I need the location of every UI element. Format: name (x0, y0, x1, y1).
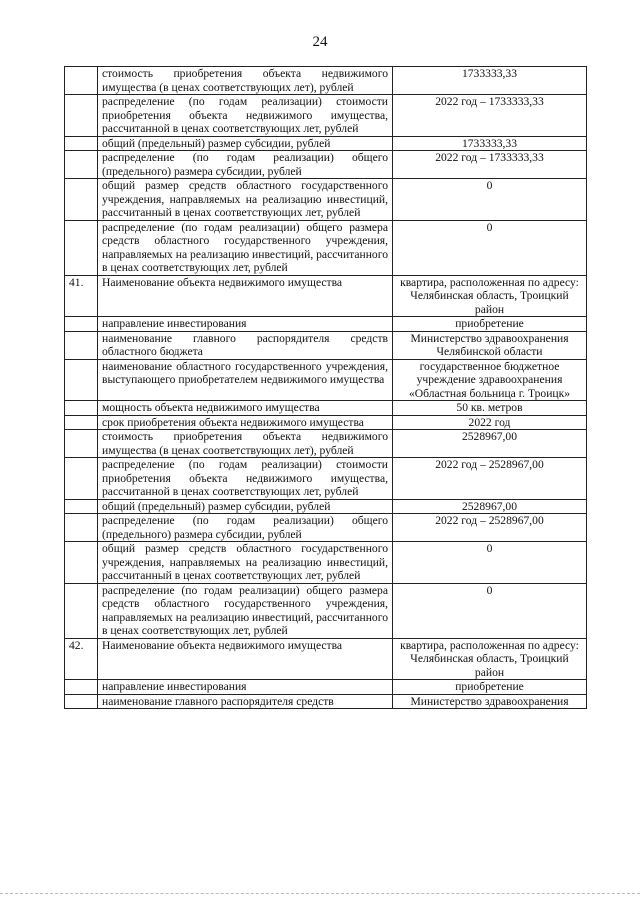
row-number (65, 415, 98, 430)
row-label: наименование главного распорядителя средств (98, 694, 393, 709)
row-number (65, 401, 98, 416)
row-label: стоимость приобретения объекта недвижимого имущества (в ценах соответствующих лет), рублей (98, 430, 393, 458)
row-value: 2528967,00 (393, 430, 587, 458)
row-label: срок приобретения объекта недвижимого имущества (98, 415, 393, 430)
row-number (65, 458, 98, 500)
row-label: общий (предельный) размер субсидии, рублей (98, 499, 393, 514)
row-label: Наименование объекта недвижимого имущества (98, 275, 393, 317)
row-value: приобретение (393, 317, 587, 332)
row-value: 2022 год – 1733333,33 (393, 151, 587, 179)
table-row (65, 359, 587, 401)
row-number (65, 331, 98, 359)
row-label: распределение (по годам реализации) общего (предельного) размера субсидии, рублей (98, 151, 393, 179)
row-value: 0 (393, 583, 587, 638)
row-number (65, 499, 98, 514)
table-row (65, 499, 587, 514)
table-row (65, 458, 587, 500)
row-number (65, 317, 98, 332)
row-number (65, 583, 98, 638)
row-number (65, 359, 98, 401)
row-label: общий размер средств областного государственного учреждения, направляемых на реализацию инвестиций, рассчитанный в ценах соответствующих лет, рублей (98, 179, 393, 221)
row-number (65, 95, 98, 137)
row-value: 2022 год – 2528967,00 (393, 514, 587, 542)
row-value: 2022 год (393, 415, 587, 430)
row-number (65, 136, 98, 151)
row-label: распределение (по годам реализации) общего размера средств областного государственного учреждения, направляемых на реализацию инвестиций, рассчитанного в ценах соответствующих лет, рублей (98, 220, 393, 275)
row-label: распределение (по годам реализации) общего (предельного) размера субсидии, рублей (98, 514, 393, 542)
table-row (65, 680, 587, 695)
row-value: 0 (393, 220, 587, 275)
table-row (65, 275, 587, 317)
table-row (65, 401, 587, 416)
table-row (65, 542, 587, 584)
table-row (65, 514, 587, 542)
row-value: 0 (393, 542, 587, 584)
table-row (65, 583, 587, 638)
row-label: Наименование объекта недвижимого имущества (98, 638, 393, 680)
table-row (65, 331, 587, 359)
row-value: приобретение (393, 680, 587, 695)
table-row (65, 67, 587, 95)
row-label: распределение (по годам реализации) стоимости приобретения объекта недвижимого имущества, рассчитанной в ценах соответствующих лет, рублей (98, 458, 393, 500)
row-value: 1733333,33 (393, 67, 587, 95)
table-row (65, 151, 587, 179)
table-row (65, 179, 587, 221)
table-row (65, 694, 587, 709)
table-row (65, 317, 587, 332)
row-label: распределение (по годам реализации) стоимости приобретения объекта недвижимого имущества, рассчитанной в ценах соответствующих лет, рублей (98, 95, 393, 137)
row-value: квартира, расположенная по адресу: Челябинская область, Троицкий район (393, 638, 587, 680)
table-row (65, 638, 587, 680)
page-bottom-rule (0, 893, 640, 894)
row-value: 2022 год – 2528967,00 (393, 458, 587, 500)
row-label: направление инвестирования (98, 680, 393, 695)
row-number (65, 694, 98, 709)
row-value: 0 (393, 179, 587, 221)
row-label: стоимость приобретения объекта недвижимого имущества (в ценах соответствующих лет), рублей (98, 67, 393, 95)
table-row (65, 430, 587, 458)
row-number: 41. (65, 275, 98, 317)
row-number (65, 514, 98, 542)
page-number: 24 (312, 34, 328, 50)
table-row (65, 220, 587, 275)
row-value: Министерство здравоохранения (393, 694, 587, 709)
row-number (65, 542, 98, 584)
row-number: 42. (65, 638, 98, 680)
row-value: государственное бюджетное учреждение здравоохранения «Областная больница г. Троицк» (393, 359, 587, 401)
row-value: 1733333,33 (393, 136, 587, 151)
row-label: мощность объекта недвижимого имущества (98, 401, 393, 416)
table-row (65, 95, 587, 137)
row-number (65, 430, 98, 458)
row-value: 50 кв. метров (393, 401, 587, 416)
row-value: квартира, расположенная по адресу: Челябинская область, Троицкий район (393, 275, 587, 317)
row-label: наименование главного распорядителя средств областного бюджета (98, 331, 393, 359)
row-label: наименование областного государственного учреждения, выступающего приобретателем недвижимого имущества (98, 359, 393, 401)
row-label: общий размер средств областного государственного учреждения, направляемых на реализацию инвестиций, рассчитанный в ценах соответствующих лет, рублей (98, 542, 393, 584)
row-number (65, 151, 98, 179)
row-number (65, 67, 98, 95)
row-label: распределение (по годам реализации) общего размера средств областного государственного учреждения, направляемых на реализацию инвестиций, рассчитанного в ценах соответствующих лет, рублей (98, 583, 393, 638)
row-value: 2022 год – 1733333,33 (393, 95, 587, 137)
row-value: 2528967,00 (393, 499, 587, 514)
investment-objects-table (64, 66, 587, 709)
row-value: Министерство здравоохранения Челябинской области (393, 331, 587, 359)
row-label: общий (предельный) размер субсидии, рублей (98, 136, 393, 151)
row-number (65, 179, 98, 221)
row-label: направление инвестирования (98, 317, 393, 332)
row-number (65, 220, 98, 275)
table-row (65, 415, 587, 430)
table-row (65, 136, 587, 151)
row-number (65, 680, 98, 695)
